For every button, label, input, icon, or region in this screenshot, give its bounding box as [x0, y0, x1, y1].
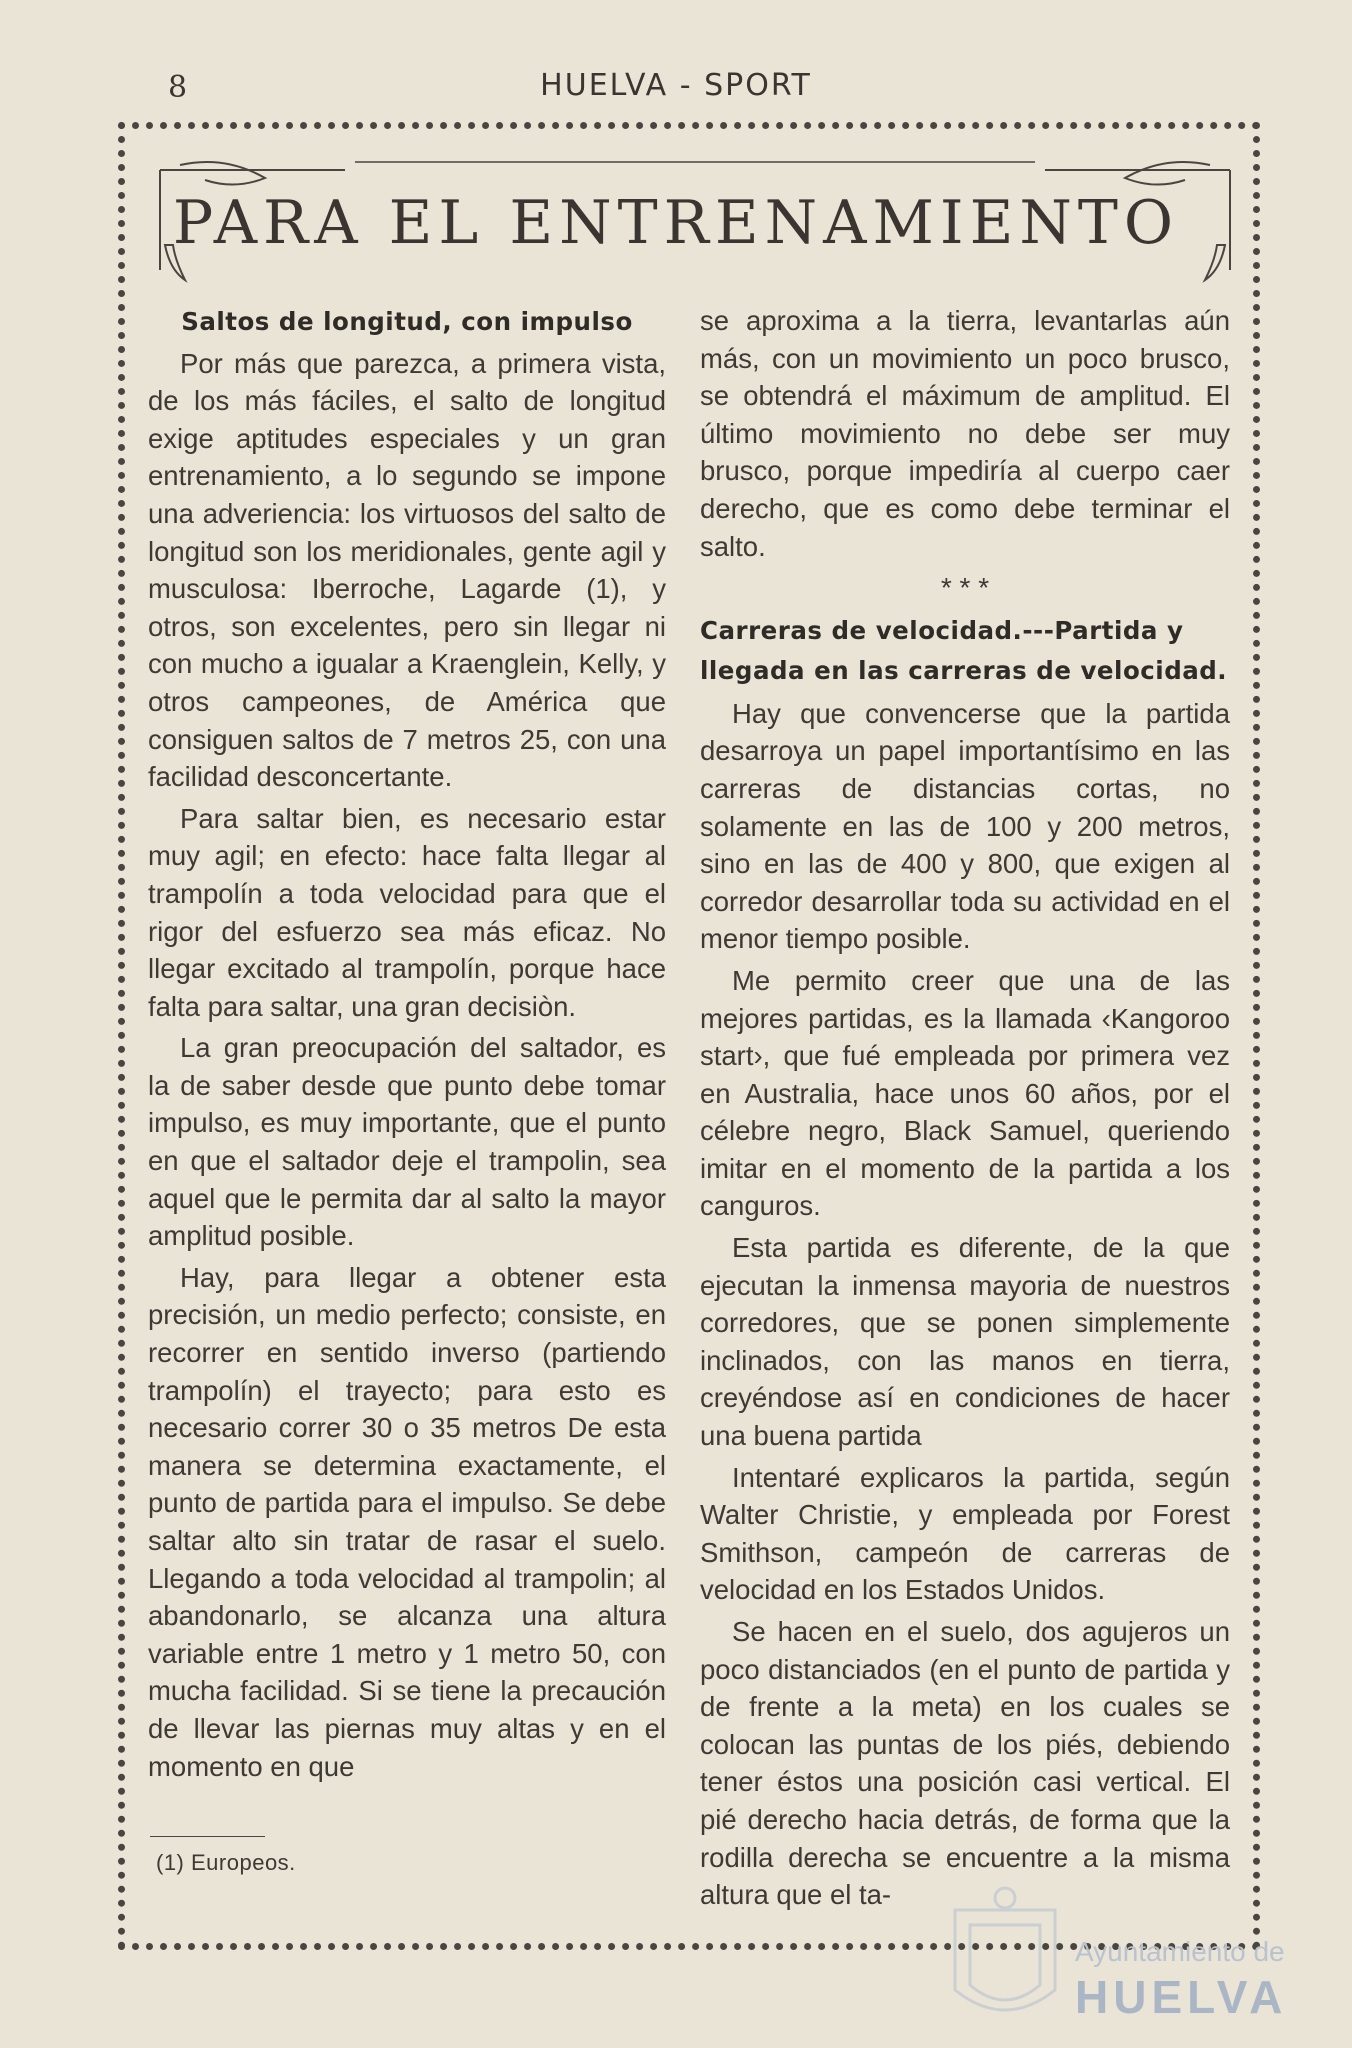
article-title: PARA EL ENTRENAMIENTO — [172, 188, 1180, 258]
footnote: (1) Europeos. — [156, 1850, 296, 1875]
right-column — [700, 302, 1230, 1918]
right-subhead: Carreras de velocidad.---Partida y llegada en las carreras de velocidad. — [700, 615, 1228, 685]
right-paragraph-1: Hay que convencerse que la partida desarroya un papel importantísimo en las carreras de distancias cortas, no solamente en las de 100 y 200 metros, sino en las de 400 y 800, que exigen al corredor desarrollar toda su actividad en el menor tiempo posible. — [700, 697, 1230, 955]
section-separator: * * * — [940, 572, 990, 604]
footnote-rule — [150, 1836, 265, 1837]
left-paragraph-1: Por más que parezca, a primera vista, de los más fáciles, el salto de longitud exige aptitudes especiales y un gran entrenamiento, a lo segundo se impone una adveriencia: los virtuosos del salto de longitud son los meridionales, gente agil y musculosa: Iberroche, Lagarde (1), y otros, son excelentes, pero sin llegar ni con mucho a igualar a Kraenglein, Kelly, y otros campeones, de América que consiguen saltos de 7 metros 25, con una facilidad desconcertante. — [148, 347, 666, 793]
left-subhead: Saltos de longitud, con impulso — [181, 307, 633, 336]
right-paragraph-4: Intentaré explicaros la partida, según Walter Christie, y empleada por Forest Smithson, campeón de carreras de velocidad en los Estados Unidos. — [700, 1461, 1230, 1606]
watermark-line1: Ayuntamiento de — [1075, 1936, 1285, 1967]
right-paragraph-3: Esta partida es diferente, de la que ejecutan la inmensa mayoria de nuestros corredores, que se ponen simplemente inclinados, con las manos en tierra, creyéndose así en condiciones de hacer una buena partida — [700, 1232, 1230, 1452]
left-paragraph-4: Hay, para llegar a obtener esta precisión, un medio perfecto; consiste, en recorrer en sentido inverso (partiendo trampolín) el trayecto; para esto es necesario correr 30 o 35 metros De esta manera se determina exactamente, el punto de partida para el impulso. Se debe saltar alto sin tratar de rasar el suelo. Llegando a toda velocidad al trampolin; al abandonarlo, se alcanza una altura variable entre 1 metro y 1 metro 50, con mucha facilidad. Si se tiene la precaución de llevar las piernas muy altas y en el momento en que — [148, 1261, 666, 1782]
left-column — [148, 303, 666, 1789]
running-head: HUELVA - SPORT — [540, 68, 812, 103]
left-paragraph-2: Para saltar bien, es necesario estar muy agil; en efecto: hace falta llegar al trampolín a toda velocidad para que el rigor del esfuerzo sea más eficaz. No llegar excitado al trampolín, porque hace falta para saltar, una gran decisiòn. — [148, 802, 666, 1022]
page-number: 8 — [168, 70, 188, 105]
right-paragraph-5: Se hacen en el suelo, dos agujeros un poco distanciados (en el punto de partida y de frente a la meta) en los cuales se colocan las puntas de los piés, debiendo tener éstos una posición casi vertical. El pié derecho hacia detrás, de forma que la rodilla derecha se encuentre a la misma altura que el ta- — [700, 1616, 1230, 1911]
right-paragraph-2: Me permito creer que una de las mejores partidas, es la llamada ‹Kangoroo start›, que fué empleada por primera vez en Australia, hace unos 60 años, por el célebre negro, Black Samuel, queriendo imitar en el momento de la partida a los canguros. — [700, 964, 1230, 1222]
right-continuation: se aproxima a la tierra, levantarlas aún más, con un movimiento un poco brusco, se obtendrá el máximum de amplitud. El último movimiento no debe ser muy brusco, porque impediría al cuerpo caer derecho, que es como debe terminar el salto. — [700, 305, 1230, 562]
left-paragraph-3: La gran preocupación del saltador, es la de saber desde que punto debe tomar impulso, es muy importante, que el punto en que el saltador deje el trampolin, sea aquel que le permita dar al salto la mayor amplitud posible. — [148, 1032, 666, 1252]
watermark-line2: HUELVA — [1075, 1971, 1288, 2023]
